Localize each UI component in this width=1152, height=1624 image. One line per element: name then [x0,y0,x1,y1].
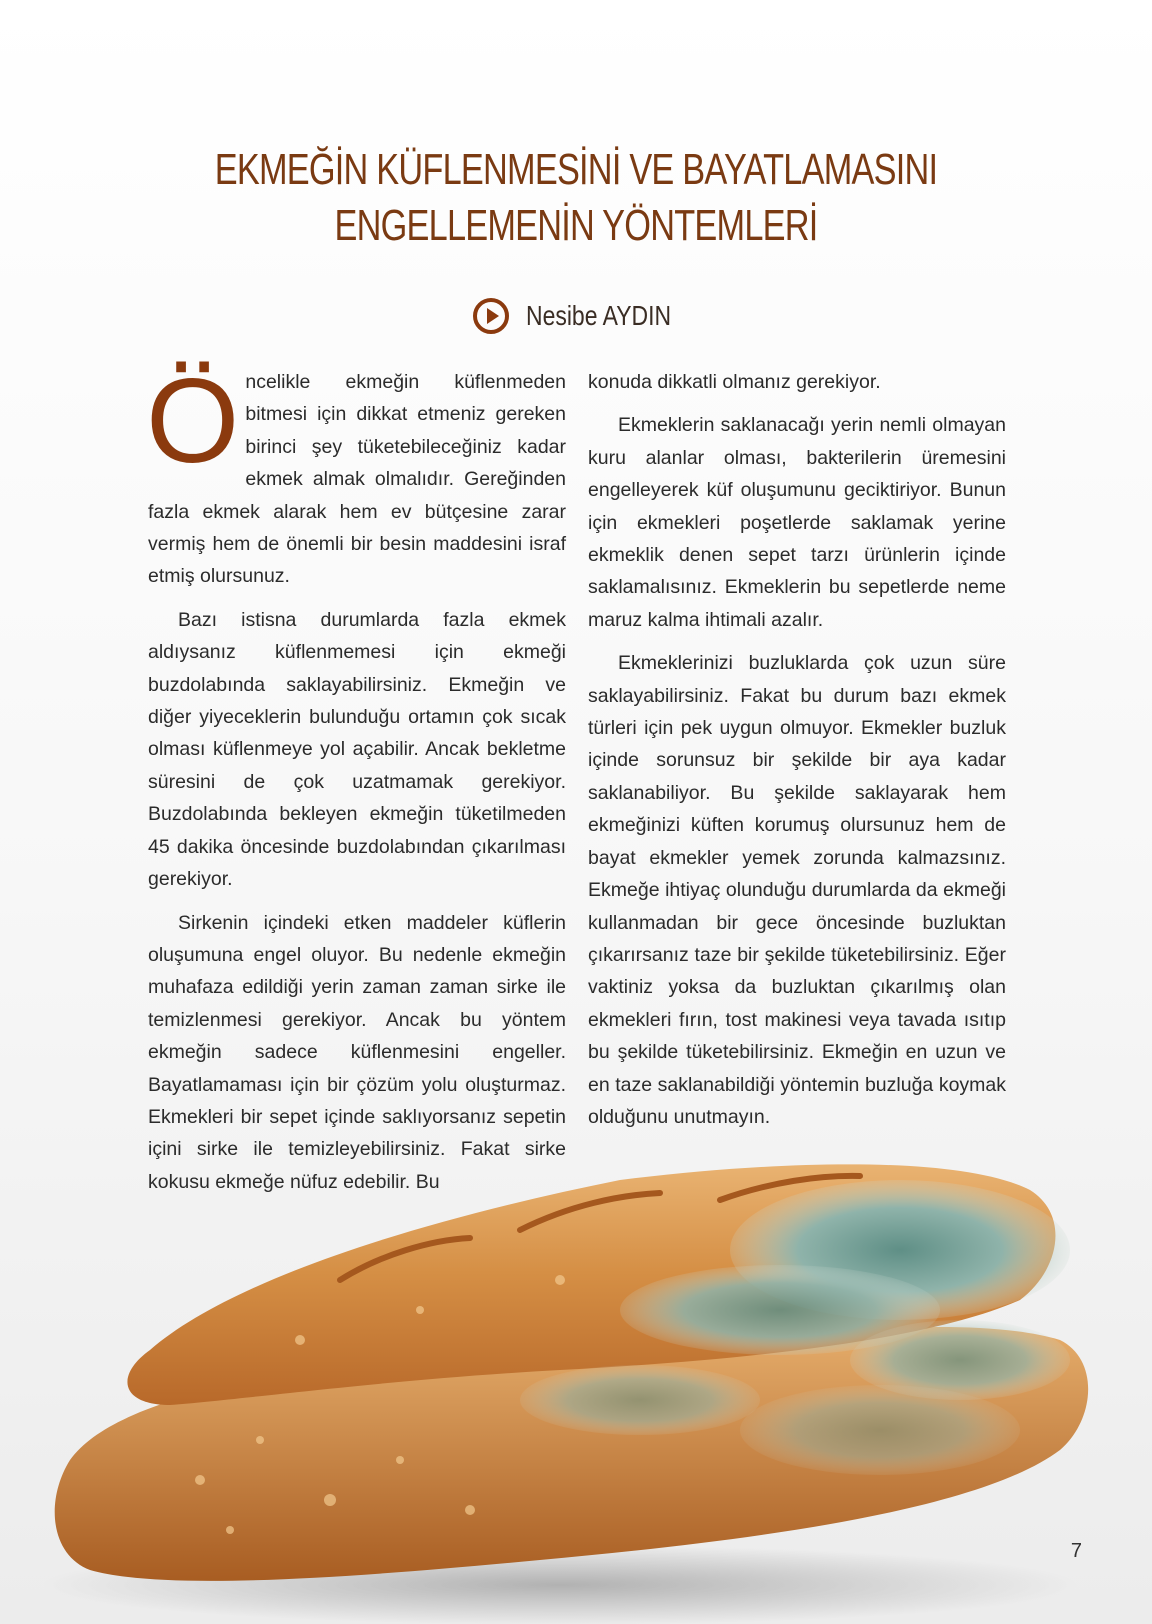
paragraph: konuda dikkatli olmanız gerekiyor. [588,371,881,393]
paragraph: Ekmeklerin saklanacağı yerin nemli olmayan kuru alanlar olması, bakterilerin üremesini engelleyerek küf oluşumunu geciktiriyor. Bunun için ekmekleri poşetlerde saklamak yerine ekmeklik denen sepet tarzı ürünlerin içinde saklamalısınız. Ekmeklerin bu sepetlerde neme maruz kalma ihtimali azalır. [588,414,1006,631]
paragraph: Sirkenin içindeki etken maddeler küflerin oluşumuna engel oluyor. Bu nedenle ekmeğin muhafaza edildiği yerin zaman zaman sirke ile temizlenmesi gerekiyor. Ancak bu yöntem ekmeğin sadece küflenmesini engeller. Bayatlamaması için bir çözüm yolu oluşturmaz. Ekmekleri bir sepet içinde saklıyorsanız sepetin içini sirke ile temizleyebilirsiniz. Fakat sirke kokusu ekmeğe nüfuz edebilir. Bu [148,911,566,1193]
left-column [146,354,566,1209]
drop-cap: Ö [146,354,240,488]
paragraph [146,354,566,593]
paragraph: Ekmeklerinizi buzluklarda çok uzun süre saklayabilirsiniz. Fakat bu durum bazı ekmek türleri için pek uygun olmuyor. Ekmekler buzluk içinde sorunsuz bir şekilde bir aya kadar saklanabiliyor. Bu şekilde saklayarak hem ekmeğinizi küften korumuş olursunuz hem de bayat ekmekler yemek zorunda kalmazsınız. Ekmeğe ihtiyaç olunduğu durumlarda da ekmeği kullanmadan bir gece öncesinde buzluktan çıkarırsanız taze bir şekilde tüketebilirsiniz. Eğer vaktiniz yoksa da buzluktan çıkarılmış olan ekmekleri fırın, tost makinesi veya tavada ısıtıp bu şekilde tüketebilirsiniz. Ekmeğin en uzun ve en taze saklanabildiği yöntemin buzluğa koymak olduğunu unutmayın. [588,652,1006,1128]
moldy-bread-image [0,1160,1152,1624]
byline [472,296,703,336]
title-line-2: ENGELLEMENİN YÖNTEMLERİ [334,201,818,250]
article-title [127,142,1026,254]
paragraph: Bazı istisna durumlarda fazla ekmek aldıysanız küflenmemesi için ekmeği buzdolabında saklayabilirsiniz. Ekmeğin ve diğer yiyeceklerin bulunduğu ortamın çok sıcak olması küflenmeye yol açabilir. Ancak bekletme süresini de çok uzatmamak gerekiyor. Buzdolabında bekleyen ekmeğin tüketilmeden 45 dakika öncesinde buzdolabından çıkarılması gerekiyor. [148,608,566,891]
paragraph-text: ncelikle ekmeğin küflenmeden bitmesi için dikkat etmeniz gereken birinci şey tüketebileceğiniz kadar ekmek almak olmalıdır. Gereğinden fazla ekmek alarak hem ev bütçesine zarar vermiş hem de önemli bir besin maddesini israf etmiş olursunuz. [148,371,566,588]
author-name: Nesibe AYDIN [526,300,672,331]
page-number: 7 [1070,1540,1082,1562]
play-circle-icon [472,297,510,335]
right-column [588,366,1006,1144]
title-line-1: EKMEĞİN KÜFLENMESİNİ VE BAYATLAMASINI [214,145,938,194]
